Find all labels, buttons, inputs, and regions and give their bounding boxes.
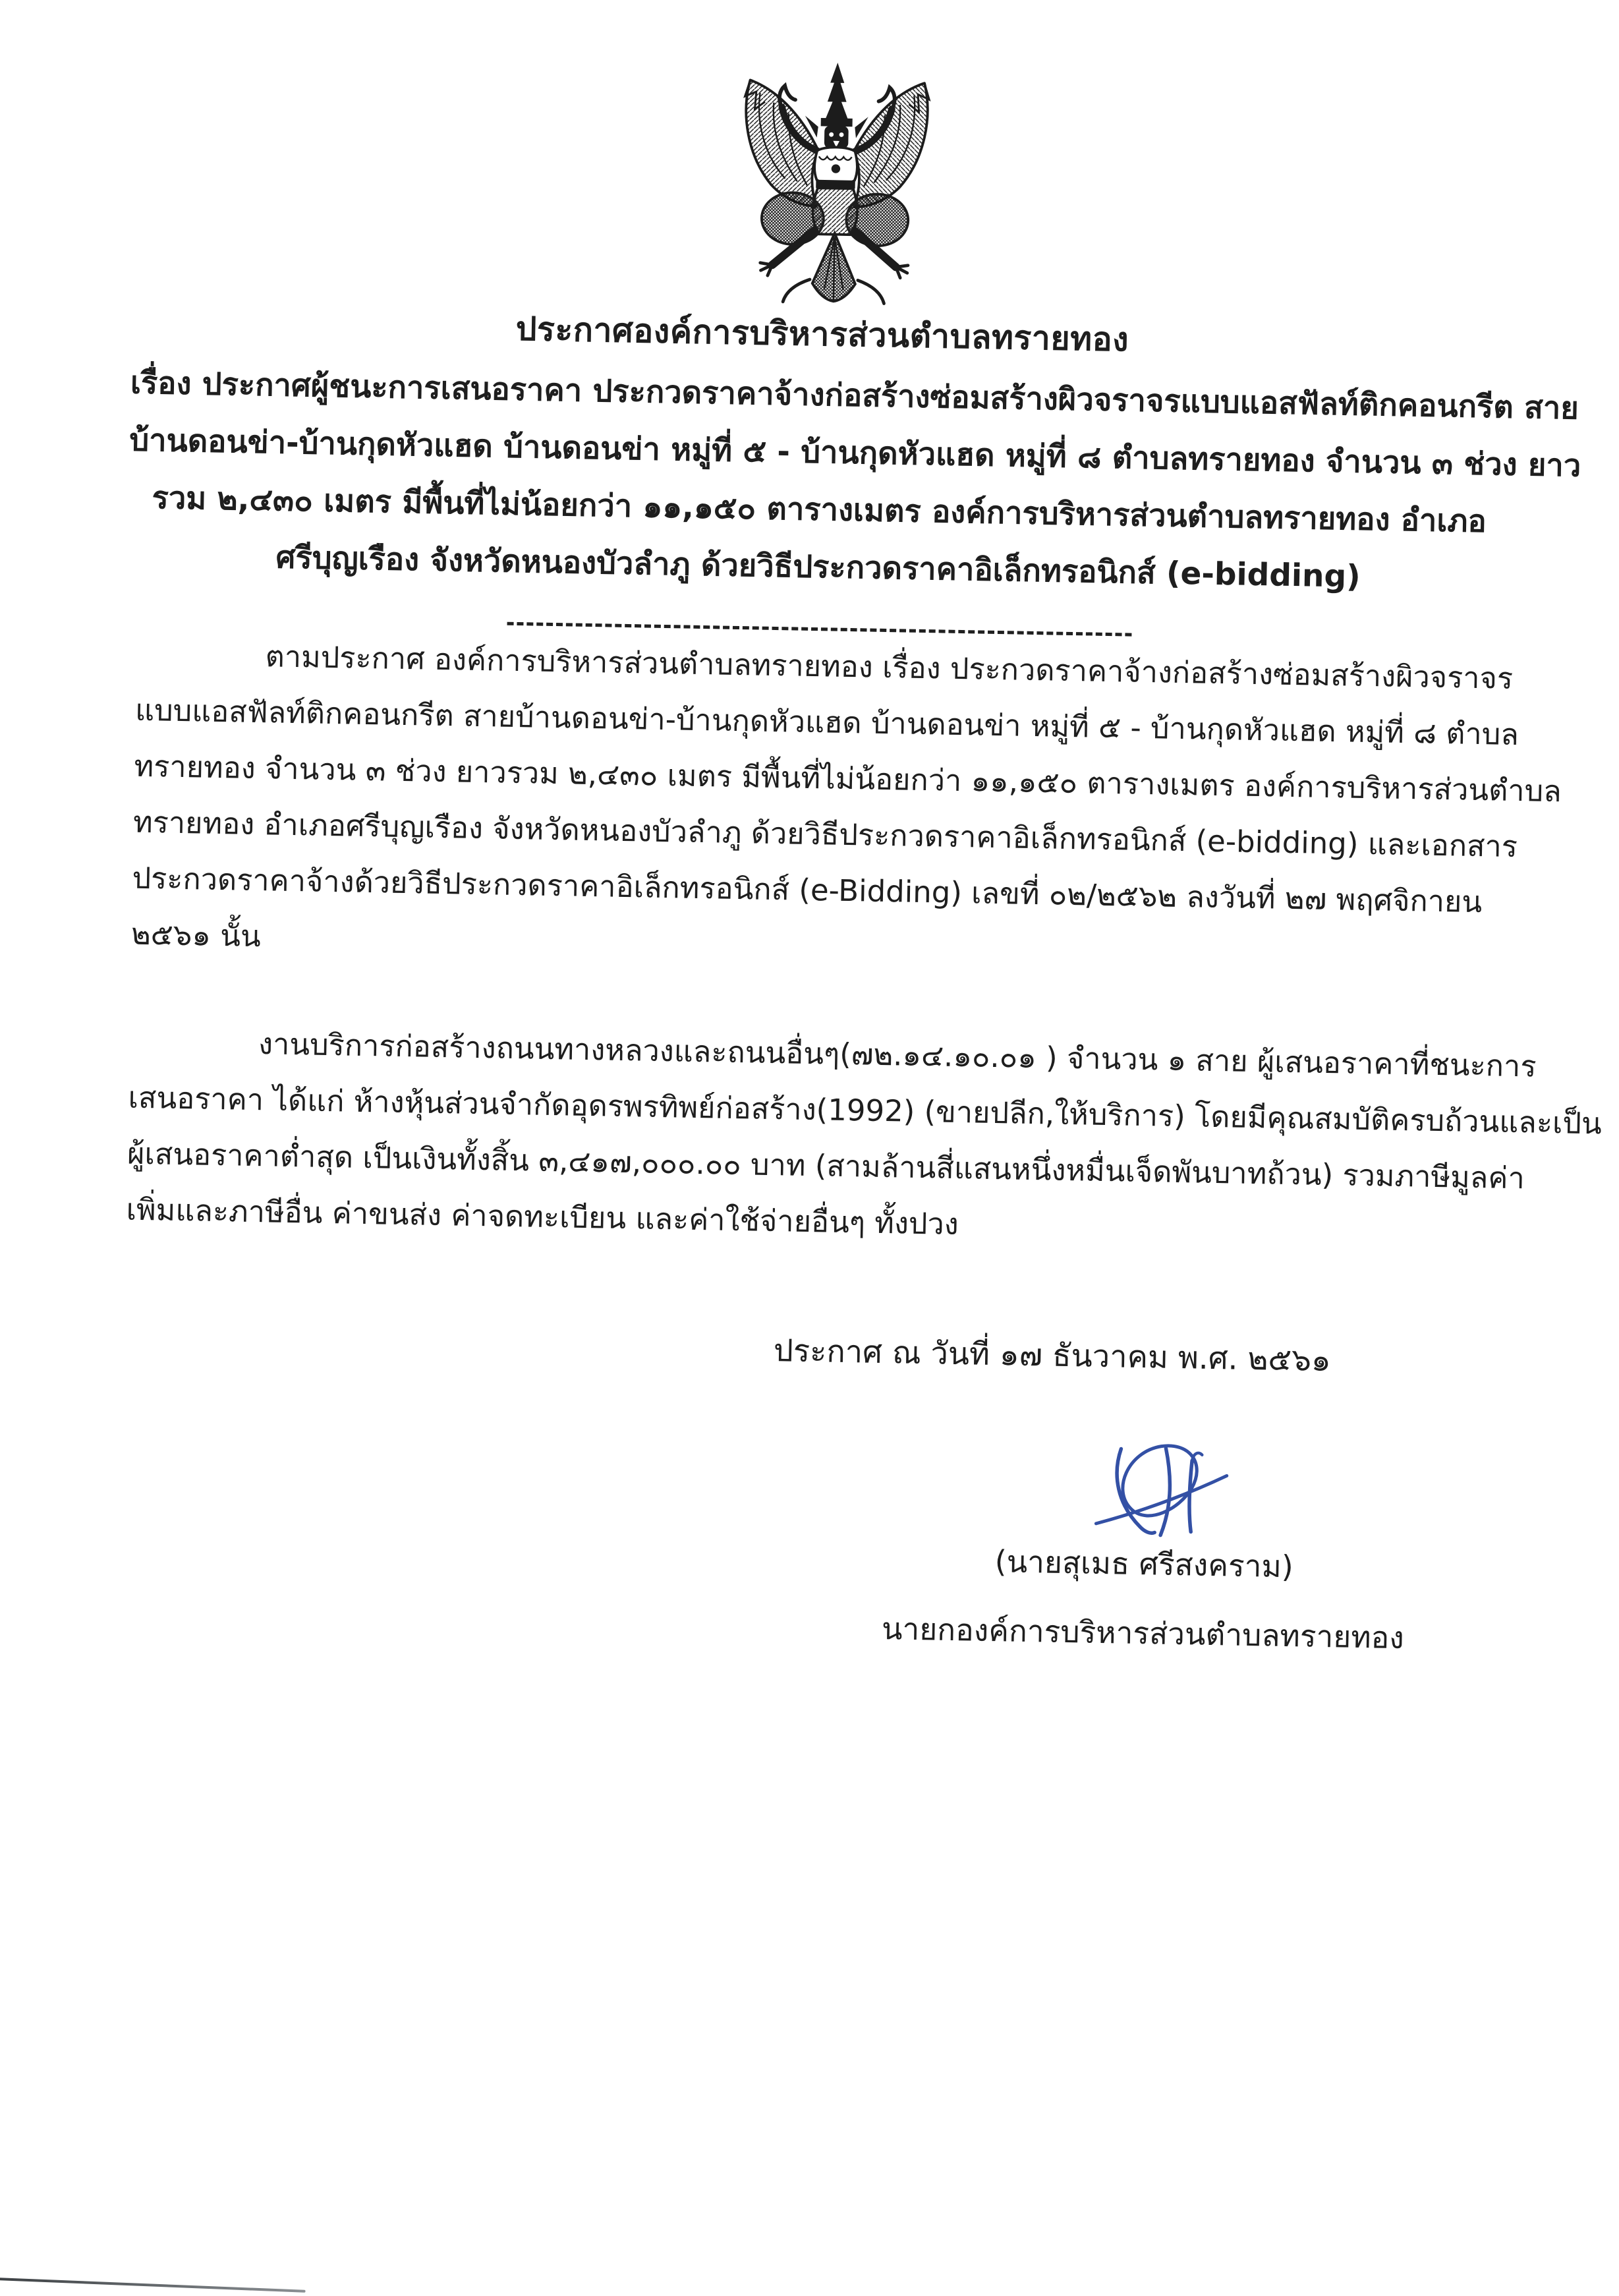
subject-block	[127, 355, 1581, 608]
agency-title: ประกาศองค์การบริหารส่วนตำบลทรายทอง	[515, 309, 1129, 359]
body-paragraph-2	[126, 1014, 1603, 1262]
para2-line-2: เสนอราคา ได้แก่ ห้างหุ้นส่วนจำกัดอุดรพรทิพย์ก่อสร้าง(1992) (ขายปลีก,ให้บริการ) โดยมีคุณสมบัติครบถ้วนและเป็น	[128, 1079, 1603, 1141]
signer-name: (นายสุเมธ ศรีสงคราม)	[994, 1543, 1294, 1585]
announce-date: ประกาศ ณ วันที่ ๑๗ ธันวาคม พ.ศ. ๒๕๖๑	[773, 1333, 1332, 1379]
para1-line-3: ทรายทอง จำนวน ๓ ช่วง ยาวรวม ๒,๔๓๐ เมตร มีพื้นที่ไม่น้อยกว่า ๑๑,๑๕๐ ตารางเมตร องค์การบริหารส่วนตำบล	[134, 748, 1562, 809]
para1-line-4: ทรายทอง อำเภอศรีบุญเรือง จังหวัดหนองบัวลำภู ด้วยวิธีประกวดราคาอิเล็กทรอนิกส์ (e-bidding) และเอกสาร	[132, 804, 1518, 865]
para1-line-1: ตามประกาศ องค์การบริหารส่วนตำบลทรายทอง เรื่อง ประกวดราคาจ้างก่อสร้างซ่อมสร้างผิวจราจร	[265, 639, 1514, 696]
para1-line-6: ๒๕๖๑ นั้น	[130, 916, 262, 954]
subject-line-3: รวม ๒,๔๓๐ เมตร มีพื้นที่ไม่น้อยกว่า ๑๑,๑๕๐ ตารางเมตร องค์การบริหารส่วนตำบลทรายทอง อำเภอ	[152, 480, 1487, 540]
garuda-emblem-icon	[720, 52, 952, 316]
signature-block	[833, 1429, 1456, 1663]
signer-title: นายกองค์การบริหารส่วนตำบลทรายทอง	[881, 1611, 1405, 1656]
subject-line-2: บ้านดอนข่า-บ้านกุดหัวแฮด บ้านดอนข่า หมู่ที่ ๕ - บ้านกุดหัวแฮด หมู่ที่ ๘ ตำบลทรายทอง จำนวน ๓ ช่วง ยาว	[128, 422, 1581, 484]
para2-line-1: งานบริการก่อสร้างถนนทางหลวงและถนนอื่นๆ(๗๒.๑๔.๑๐.๐๑ ) จำนวน ๑ สาย ผู้เสนอราคาที่ชนะการ	[258, 1026, 1537, 1084]
para2-line-3: ผู้เสนอราคาต่ำสุด เป็นเงินทั้งสิ้น ๓,๔๑๗,๐๐๐.๐๐ บาท (สามล้านสี่แสนหนึ่งหมื่นเจ็ดพันบาทถ้วน) รวมภาษีมูลค่า	[127, 1135, 1525, 1196]
subject-line-1: เรื่อง ประกาศผู้ชนะการเสนอราคา ประกวดราคาจ้างก่อสร้างซ่อมสร้างผิวจราจรแบบแอสฟัลท์ติกคอนกรีต สาย	[130, 364, 1579, 427]
body-paragraph-1	[130, 626, 1562, 987]
para1-line-2: แบบแอสฟัลท์ติกคอนกรีต สายบ้านดอนข่า-บ้านกุดหัวแฮด บ้านดอนข่า หมู่ที่ ๕ - บ้านกุดหัวแฮด หมู่ที่ ๘ ตำบล	[134, 692, 1520, 753]
signature-icon	[1092, 1434, 1232, 1541]
subject-line-4: ศรีบุญเรือง จังหวัดหนองบัวลำภู ด้วยวิธีประกวดราคาอิเล็กทรอนิกส์ (e-bidding)	[275, 539, 1361, 595]
para1-line-5: ประกวดราคาจ้างด้วยวิธีประกวดราคาอิเล็กทรอนิกส์ (e-Bidding) เลขที่ ๐๒/๒๕๖๒ ลงวันที่ ๒๗ พฤศจิกายน	[132, 860, 1483, 920]
para2-line-4: เพิ่มและภาษีอื่น ค่าขนส่ง ค่าจดทะเบียน และค่าใช้จ่ายอื่นๆ ทั้งปวง	[126, 1191, 959, 1242]
